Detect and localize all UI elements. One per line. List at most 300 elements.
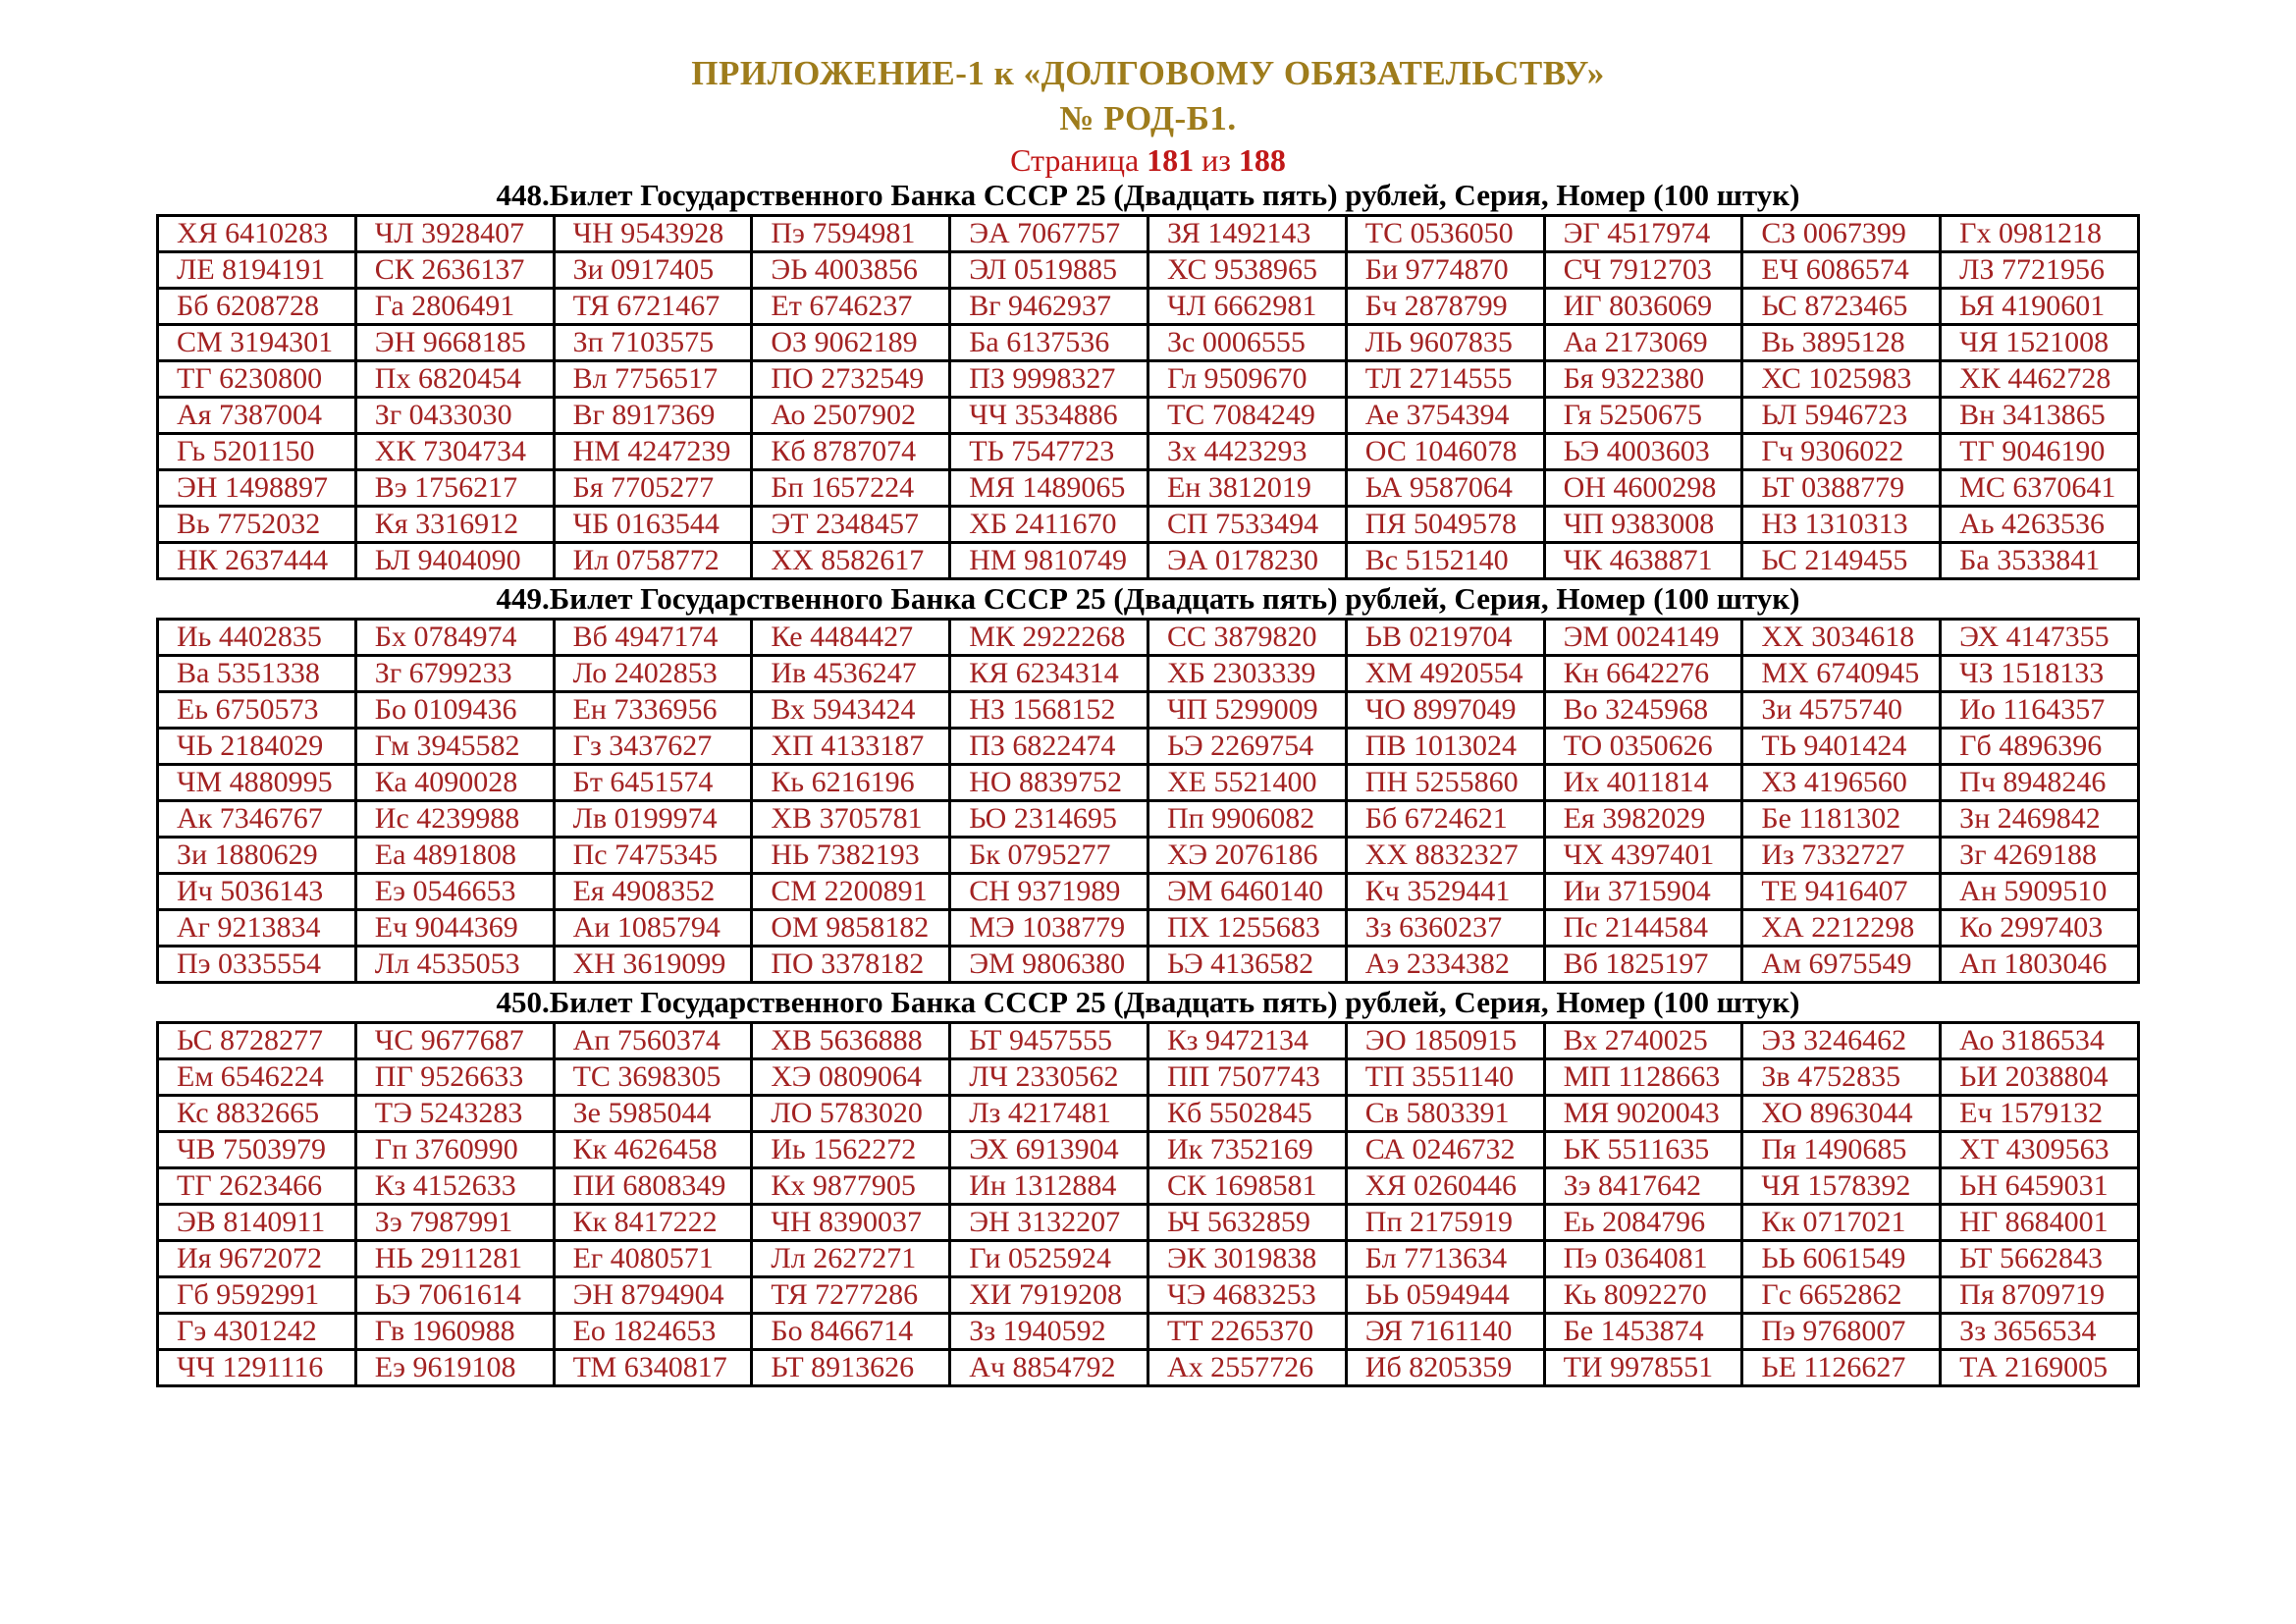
serial-cell: Ич 5036143 xyxy=(158,874,356,910)
serial-cell: ЭЬ 4003856 xyxy=(752,252,950,289)
table-caption-448: 448.Билет Государственного Банка СССР 25 (Двадцать пять) рублей, Серия, Номер (100 штук) xyxy=(496,178,1800,212)
serial-cell: ХХ 8832327 xyxy=(1346,838,1544,874)
serial-cell: Зг 4269188 xyxy=(1941,838,2139,874)
serial-cell: ЭХ 4147355 xyxy=(1941,620,2139,656)
serial-cell: Зн 2469842 xyxy=(1941,801,2139,838)
table-row xyxy=(158,361,2139,398)
serial-cell: Ин 1312884 xyxy=(950,1168,1148,1205)
serial-cell: Зс 0006555 xyxy=(1148,325,1346,361)
serial-cell: ТГ 6230800 xyxy=(158,361,356,398)
serial-cell: ПВ 1013024 xyxy=(1346,729,1544,765)
serial-cell: ЬЬ 6061549 xyxy=(1742,1241,1941,1277)
serial-cell: Вб 1825197 xyxy=(1544,947,1742,983)
serial-cell: Ая 7387004 xyxy=(158,398,356,434)
serial-cell: Гь 5201150 xyxy=(158,434,356,470)
serial-cell: ХА 2212298 xyxy=(1742,910,1941,947)
serial-cell: ПН 5255860 xyxy=(1346,765,1544,801)
serial-cell: Ба 3533841 xyxy=(1941,543,2139,579)
serial-cell: ХВ 3705781 xyxy=(752,801,950,838)
serial-cell: ЧЯ 1578392 xyxy=(1742,1168,1941,1205)
serial-cell: ХМ 4920554 xyxy=(1346,656,1544,692)
serial-cell: Кн 6642276 xyxy=(1544,656,1742,692)
serial-cell: Пп 2175919 xyxy=(1346,1205,1544,1241)
serial-cell: ЬТ 8913626 xyxy=(752,1350,950,1386)
serial-cell: Св 5803391 xyxy=(1346,1096,1544,1132)
serial-cell: Еь 6750573 xyxy=(158,692,356,729)
serial-cell: ИГ 8036069 xyxy=(1544,289,1742,325)
serial-cell: Зи 1880629 xyxy=(158,838,356,874)
serial-cell: ЧК 4638871 xyxy=(1544,543,1742,579)
serial-cell: Зп 7103575 xyxy=(554,325,752,361)
serial-cell: ПХ 1255683 xyxy=(1148,910,1346,947)
serial-cell: Зг 0433030 xyxy=(355,398,554,434)
serial-cell: Бб 6208728 xyxy=(158,289,356,325)
serial-cell: Бл 7713634 xyxy=(1346,1241,1544,1277)
serial-cell: ЧЬ 2184029 xyxy=(158,729,356,765)
serial-cell: Ил 0758772 xyxy=(554,543,752,579)
serial-cell: Аи 1085794 xyxy=(554,910,752,947)
serial-cell: Ия 9672072 xyxy=(158,1241,356,1277)
serial-cell: Лл 4535053 xyxy=(355,947,554,983)
serial-cell: Бо 8466714 xyxy=(752,1314,950,1350)
serial-cell: Пх 6820454 xyxy=(355,361,554,398)
serial-cell: Аг 9213834 xyxy=(158,910,356,947)
serial-cell: Кб 5502845 xyxy=(1148,1096,1346,1132)
serial-cell: ЧЛ 6662981 xyxy=(1148,289,1346,325)
table-row xyxy=(158,765,2139,801)
serial-cell: ХЭ 2076186 xyxy=(1148,838,1346,874)
serial-cell: ЬС 8723465 xyxy=(1742,289,1941,325)
serial-cell: Ея 3982029 xyxy=(1544,801,1742,838)
table-row xyxy=(158,910,2139,947)
serial-cell: Лв 0199974 xyxy=(554,801,752,838)
serial-cell: Иь 1562272 xyxy=(752,1132,950,1168)
serial-cell: Ва 5351338 xyxy=(158,656,356,692)
serial-cell: Вь 3895128 xyxy=(1742,325,1941,361)
serial-cell: ЧЯ 1521008 xyxy=(1941,325,2139,361)
serial-cell: ЬЯ 4190601 xyxy=(1941,289,2139,325)
serial-cell: Пс 7475345 xyxy=(554,838,752,874)
serial-cell: Ик 7352169 xyxy=(1148,1132,1346,1168)
serial-cell: Пя 8709719 xyxy=(1941,1277,2139,1314)
serial-cell: ЛЬ 9607835 xyxy=(1346,325,1544,361)
serial-cell: НМ 9810749 xyxy=(950,543,1148,579)
serial-cell: Ет 6746237 xyxy=(752,289,950,325)
serial-cell: Ем 6546224 xyxy=(158,1059,356,1096)
serial-cell: Вс 5152140 xyxy=(1346,543,1544,579)
serial-cell: СП 7533494 xyxy=(1148,507,1346,543)
serial-cell: ЬТ 9457555 xyxy=(950,1023,1148,1059)
serial-cell: Бе 1181302 xyxy=(1742,801,1941,838)
serial-cell: Ка 4090028 xyxy=(355,765,554,801)
serial-cell: Зе 5985044 xyxy=(554,1096,752,1132)
serial-cell: ЬЭ 2269754 xyxy=(1148,729,1346,765)
serial-cell: Иб 8205359 xyxy=(1346,1350,1544,1386)
serial-cell: ЬИ 2038804 xyxy=(1941,1059,2139,1096)
page-label: Страница xyxy=(1010,142,1140,178)
serial-cell: ЬЛ 9404090 xyxy=(355,543,554,579)
serial-cell: Ен 7336956 xyxy=(554,692,752,729)
serial-cell: Вх 5943424 xyxy=(752,692,950,729)
serial-cell: СК 1698581 xyxy=(1148,1168,1346,1205)
serial-cell: Ае 3754394 xyxy=(1346,398,1544,434)
serial-cell: Гб 4896396 xyxy=(1941,729,2139,765)
serial-cell: Вл 7756517 xyxy=(554,361,752,398)
serial-cell: Гв 1960988 xyxy=(355,1314,554,1350)
serial-cell: Ги 0525924 xyxy=(950,1241,1148,1277)
serial-cell: НЬ 7382193 xyxy=(752,838,950,874)
serial-cell: КЯ 6234314 xyxy=(950,656,1148,692)
table-row xyxy=(158,801,2139,838)
table-row xyxy=(158,692,2139,729)
serial-cell: ХЭ 0809064 xyxy=(752,1059,950,1096)
serial-cell: СЧ 7912703 xyxy=(1544,252,1742,289)
serial-cell: ПЯ 5049578 xyxy=(1346,507,1544,543)
table-row xyxy=(158,434,2139,470)
serial-cell: Еч 1579132 xyxy=(1941,1096,2139,1132)
serial-cell: Во 3245968 xyxy=(1544,692,1742,729)
serial-cell: МХ 6740945 xyxy=(1742,656,1941,692)
serial-cell: ХХ 3034618 xyxy=(1742,620,1941,656)
serial-cell: Гэ 4301242 xyxy=(158,1314,356,1350)
serial-cell: Бк 0795277 xyxy=(950,838,1148,874)
serial-cell: ОМ 9858182 xyxy=(752,910,950,947)
serial-cell: Бя 9322380 xyxy=(1544,361,1742,398)
table-row xyxy=(158,470,2139,507)
serial-cell: Ив 4536247 xyxy=(752,656,950,692)
serial-cell: Бч 2878799 xyxy=(1346,289,1544,325)
serial-cell: Вн 3413865 xyxy=(1941,398,2139,434)
serial-cell: ЬЭ 4136582 xyxy=(1148,947,1346,983)
table-row xyxy=(158,1350,2139,1386)
serial-cell: ХН 3619099 xyxy=(554,947,752,983)
serial-cell: ЧМ 4880995 xyxy=(158,765,356,801)
serial-cell: Ба 6137536 xyxy=(950,325,1148,361)
serial-cell: Еэ 9619108 xyxy=(355,1350,554,1386)
serial-cell: Ке 4484427 xyxy=(752,620,950,656)
serial-cell: ХС 9538965 xyxy=(1148,252,1346,289)
serial-cell: ЭО 1850915 xyxy=(1346,1023,1544,1059)
serial-cell: ЭМ 0024149 xyxy=(1544,620,1742,656)
serial-cell: ЭХ 6913904 xyxy=(950,1132,1148,1168)
serial-cell: Бт 6451574 xyxy=(554,765,752,801)
serial-cell: Вг 9462937 xyxy=(950,289,1148,325)
serial-cell: Ко 2997403 xyxy=(1941,910,2139,947)
serial-cell: Ах 2557726 xyxy=(1148,1350,1346,1386)
serial-cell: ЧС 9677687 xyxy=(355,1023,554,1059)
serial-cell: ЧО 8997049 xyxy=(1346,692,1544,729)
serial-cell: Гп 3760990 xyxy=(355,1132,554,1168)
serial-cell: Еа 4891808 xyxy=(355,838,554,874)
serial-cell: ЧН 9543928 xyxy=(554,216,752,252)
table-row xyxy=(158,1096,2139,1132)
serial-cell: Вб 4947174 xyxy=(554,620,752,656)
serial-cell: ХЕ 5521400 xyxy=(1148,765,1346,801)
serial-cell: Из 7332727 xyxy=(1742,838,1941,874)
serial-cell: ТЕ 9416407 xyxy=(1742,874,1941,910)
serial-cell: ЬЭ 7061614 xyxy=(355,1277,554,1314)
serial-cell: Ао 2507902 xyxy=(752,398,950,434)
serial-cell: ТМ 6340817 xyxy=(554,1350,752,1386)
serial-cell: ТЛ 2714555 xyxy=(1346,361,1544,398)
serial-cell: СЗ 0067399 xyxy=(1742,216,1941,252)
serial-cell: ЭВ 8140911 xyxy=(158,1205,356,1241)
serial-cell: МЯ 1489065 xyxy=(950,470,1148,507)
serial-cell: Зз 6360237 xyxy=(1346,910,1544,947)
serial-cell: Пэ 7594981 xyxy=(752,216,950,252)
serial-cell: ЬЬ 0594944 xyxy=(1346,1277,1544,1314)
serial-cell: МС 6370641 xyxy=(1941,470,2139,507)
serial-cell: Зэ 7987991 xyxy=(355,1205,554,1241)
serial-cell: ЛО 5783020 xyxy=(752,1096,950,1132)
serial-cell: НО 8839752 xyxy=(950,765,1148,801)
serial-cell: ЧЛ 3928407 xyxy=(355,216,554,252)
serial-cell: СС 3879820 xyxy=(1148,620,1346,656)
serial-cell: Зг 6799233 xyxy=(355,656,554,692)
page-total: 188 xyxy=(1238,142,1286,178)
table-row xyxy=(158,874,2139,910)
table-row xyxy=(158,1023,2139,1059)
serial-cell: Кс 8832665 xyxy=(158,1096,356,1132)
serial-cell: Кз 4152633 xyxy=(355,1168,554,1205)
table-row xyxy=(158,1059,2139,1096)
serial-cell: ЛЗ 7721956 xyxy=(1941,252,2139,289)
serial-cell: Ис 4239988 xyxy=(355,801,554,838)
serial-cell: ПГ 9526633 xyxy=(355,1059,554,1096)
serial-cell: МК 2922268 xyxy=(950,620,1148,656)
serial-cell: ЬЕ 1126627 xyxy=(1742,1350,1941,1386)
serial-cell: Кк 0717021 xyxy=(1742,1205,1941,1241)
table-row xyxy=(158,838,2139,874)
serial-cell: ЬЭ 4003603 xyxy=(1544,434,1742,470)
serial-cell: ПО 2732549 xyxy=(752,361,950,398)
serial-cell: ХБ 2411670 xyxy=(950,507,1148,543)
serial-cell: ЧЭ 4683253 xyxy=(1148,1277,1346,1314)
table-row xyxy=(158,252,2139,289)
table-caption-449: 449.Билет Государственного Банка СССР 25 (Двадцать пять) рублей, Серия, Номер (100 штук) xyxy=(496,581,1800,616)
serial-cell: Их 4011814 xyxy=(1544,765,1742,801)
serial-cell: ЧП 9383008 xyxy=(1544,507,1742,543)
serial-cell: Зх 4423293 xyxy=(1148,434,1346,470)
serial-cell: Кч 3529441 xyxy=(1346,874,1544,910)
table-row xyxy=(158,325,2139,361)
serial-cell: Бп 1657224 xyxy=(752,470,950,507)
serial-cell: ТЯ 6721467 xyxy=(554,289,752,325)
serial-cell: ОЗ 9062189 xyxy=(752,325,950,361)
serial-cell: Пэ 0364081 xyxy=(1544,1241,1742,1277)
serial-cell: СК 2636137 xyxy=(355,252,554,289)
serial-cell: ТИ 9978551 xyxy=(1544,1350,1742,1386)
serial-cell: ХТ 4309563 xyxy=(1941,1132,2139,1168)
serial-cell: ЧХ 4397401 xyxy=(1544,838,1742,874)
table-caption-450: 450.Билет Государственного Банка СССР 25 (Двадцать пять) рублей, Серия, Номер (100 штук) xyxy=(496,985,1800,1019)
serial-table-448 xyxy=(156,214,2140,580)
table-row xyxy=(158,1277,2139,1314)
serial-cell: ЭГ 4517974 xyxy=(1544,216,1742,252)
serial-cell: Аа 2173069 xyxy=(1544,325,1742,361)
serial-cell: ТГ 9046190 xyxy=(1941,434,2139,470)
serial-cell: ХЯ 6410283 xyxy=(158,216,356,252)
table-row xyxy=(158,216,2139,252)
table-row xyxy=(158,1241,2139,1277)
serial-cell: Зи 0917405 xyxy=(554,252,752,289)
table-row xyxy=(158,289,2139,325)
serial-cell: Ак 7346767 xyxy=(158,801,356,838)
serial-cell: ЬН 6459031 xyxy=(1941,1168,2139,1205)
serial-cell: Ен 3812019 xyxy=(1148,470,1346,507)
serial-cell: Ео 1824653 xyxy=(554,1314,752,1350)
serial-cell: ХК 7304734 xyxy=(355,434,554,470)
serial-cell: Гл 9509670 xyxy=(1148,361,1346,398)
serial-cell: Ао 3186534 xyxy=(1941,1023,2139,1059)
serial-cell: ЬА 9587064 xyxy=(1346,470,1544,507)
serial-cell: ХК 4462728 xyxy=(1941,361,2139,398)
serial-cell: Ио 1164357 xyxy=(1941,692,2139,729)
serial-cell: Еь 2084796 xyxy=(1544,1205,1742,1241)
serial-cell: ПЗ 6822474 xyxy=(950,729,1148,765)
serial-cell: Иь 4402835 xyxy=(158,620,356,656)
serial-cell: Гс 6652862 xyxy=(1742,1277,1941,1314)
serial-cell: Лз 4217481 xyxy=(950,1096,1148,1132)
serial-cell: Пя 1490685 xyxy=(1742,1132,1941,1168)
serial-cell: НГ 8684001 xyxy=(1941,1205,2139,1241)
serial-table-450 xyxy=(156,1021,2140,1387)
serial-cell: Кк 8417222 xyxy=(554,1205,752,1241)
serial-cell: Кх 9877905 xyxy=(752,1168,950,1205)
serial-cell: ЗЯ 1492143 xyxy=(1148,216,1346,252)
serial-cell: Кь 8092270 xyxy=(1544,1277,1742,1314)
serial-cell: Пс 2144584 xyxy=(1544,910,1742,947)
serial-cell: ТП 3551140 xyxy=(1346,1059,1544,1096)
serial-cell: ЭН 3132207 xyxy=(950,1205,1148,1241)
serial-cell: Гч 9306022 xyxy=(1742,434,1941,470)
serial-cell: МЯ 9020043 xyxy=(1544,1096,1742,1132)
serial-cell: СМ 3194301 xyxy=(158,325,356,361)
serial-cell: Пэ 9768007 xyxy=(1742,1314,1941,1350)
serial-cell: ЬО 2314695 xyxy=(950,801,1148,838)
serial-cell: ПИ 6808349 xyxy=(554,1168,752,1205)
page-indicator xyxy=(0,143,2296,177)
serial-cell: ЬЧ 5632859 xyxy=(1148,1205,1346,1241)
serial-cell: ЬС 8728277 xyxy=(158,1023,356,1059)
serial-cell: ХЗ 4196560 xyxy=(1742,765,1941,801)
serial-cell: ТО 0350626 xyxy=(1544,729,1742,765)
serial-cell: МЭ 1038779 xyxy=(950,910,1148,947)
serial-cell: Ам 6975549 xyxy=(1742,947,1941,983)
serial-cell: ЬТ 0388779 xyxy=(1742,470,1941,507)
table-row xyxy=(158,543,2139,579)
serial-cell: ЧН 8390037 xyxy=(752,1205,950,1241)
serial-cell: ТТ 2265370 xyxy=(1148,1314,1346,1350)
serial-cell: ХП 4133187 xyxy=(752,729,950,765)
serial-cell: НМ 4247239 xyxy=(554,434,752,470)
serial-cell: ЭА 0178230 xyxy=(1148,543,1346,579)
serial-cell: Гз 3437627 xyxy=(554,729,752,765)
appendix-title: ПРИЛОЖЕНИЕ-1 к «ДОЛГОВОМУ ОБЯЗАТЕЛЬСТВУ» xyxy=(691,54,1605,92)
serial-cell: Ап 1803046 xyxy=(1941,947,2139,983)
serial-cell: Зв 4752835 xyxy=(1742,1059,1941,1096)
serial-cell: ХО 8963044 xyxy=(1742,1096,1941,1132)
serial-cell: ЬС 2149455 xyxy=(1742,543,1941,579)
serial-cell: Зз 3656534 xyxy=(1941,1314,2139,1350)
serial-cell: ЬК 5511635 xyxy=(1544,1132,1742,1168)
serial-cell: ЬВ 0219704 xyxy=(1346,620,1544,656)
page-of-label: из xyxy=(1201,142,1231,178)
serial-cell: Еэ 0546653 xyxy=(355,874,554,910)
serial-cell: ЭА 7067757 xyxy=(950,216,1148,252)
serial-cell: НЬ 2911281 xyxy=(355,1241,554,1277)
serial-cell: НЗ 1568152 xyxy=(950,692,1148,729)
serial-cell: ЧЗ 1518133 xyxy=(1941,656,2139,692)
serial-cell: Гб 9592991 xyxy=(158,1277,356,1314)
serial-cell: Бх 0784974 xyxy=(355,620,554,656)
serial-cell: НК 2637444 xyxy=(158,543,356,579)
serial-cell: ЬТ 5662843 xyxy=(1941,1241,2139,1277)
table-row xyxy=(158,656,2139,692)
serial-cell: ЧВ 7503979 xyxy=(158,1132,356,1168)
serial-cell: ЬЛ 5946723 xyxy=(1742,398,1941,434)
serial-cell: ХЯ 0260446 xyxy=(1346,1168,1544,1205)
serial-cell: ЧБ 0163544 xyxy=(554,507,752,543)
serial-cell: ЕЧ 6086574 xyxy=(1742,252,1941,289)
serial-cell: Кя 3316912 xyxy=(355,507,554,543)
serial-cell: Бб 6724621 xyxy=(1346,801,1544,838)
serial-cell: ХХ 8582617 xyxy=(752,543,950,579)
serial-cell: Ап 7560374 xyxy=(554,1023,752,1059)
serial-cell: ЭН 1498897 xyxy=(158,470,356,507)
table-row xyxy=(158,1205,2139,1241)
table-row xyxy=(158,947,2139,983)
serial-cell: Вх 2740025 xyxy=(1544,1023,1742,1059)
serial-cell: Кз 9472134 xyxy=(1148,1023,1346,1059)
serial-table-449 xyxy=(156,618,2140,984)
serial-cell: ЭН 8794904 xyxy=(554,1277,752,1314)
serial-cell: Аэ 2334382 xyxy=(1346,947,1544,983)
serial-cell: Пп 9906082 xyxy=(1148,801,1346,838)
table-row xyxy=(158,507,2139,543)
page-current: 181 xyxy=(1147,142,1195,178)
serial-cell: Зэ 8417642 xyxy=(1544,1168,1742,1205)
serial-cell: ОС 1046078 xyxy=(1346,434,1544,470)
serial-cell: ТЬ 9401424 xyxy=(1742,729,1941,765)
serial-cell: Ии 3715904 xyxy=(1544,874,1742,910)
serial-cell: Гх 0981218 xyxy=(1941,216,2139,252)
serial-cell: ТЭ 5243283 xyxy=(355,1096,554,1132)
serial-cell: ЭЯ 7161140 xyxy=(1346,1314,1544,1350)
serial-cell: ЭМ 9806380 xyxy=(950,947,1148,983)
serial-cell: ТС 0536050 xyxy=(1346,216,1544,252)
serial-cell: Кб 8787074 xyxy=(752,434,950,470)
serial-cell: ЧЧ 3534886 xyxy=(950,398,1148,434)
serial-cell: ЛЧ 2330562 xyxy=(950,1059,1148,1096)
serial-cell: Ег 4080571 xyxy=(554,1241,752,1277)
serial-cell: ТЯ 7277286 xyxy=(752,1277,950,1314)
document-number-title: № РОД-Б1. xyxy=(1059,99,1237,137)
serial-cell: Бе 1453874 xyxy=(1544,1314,1742,1350)
serial-cell: ОН 4600298 xyxy=(1544,470,1742,507)
serial-cell: ТЬ 7547723 xyxy=(950,434,1148,470)
serial-cell: Гм 3945582 xyxy=(355,729,554,765)
serial-cell: Зи 4575740 xyxy=(1742,692,1941,729)
serial-cell: Кь 6216196 xyxy=(752,765,950,801)
serial-cell: Бо 0109436 xyxy=(355,692,554,729)
serial-cell: ЭТ 2348457 xyxy=(752,507,950,543)
serial-cell: Ач 8854792 xyxy=(950,1350,1148,1386)
serial-cell: ЭН 9668185 xyxy=(355,325,554,361)
serial-cell: Вь 7752032 xyxy=(158,507,356,543)
serial-cell: ТГ 2623466 xyxy=(158,1168,356,1205)
serial-cell: Би 9774870 xyxy=(1346,252,1544,289)
